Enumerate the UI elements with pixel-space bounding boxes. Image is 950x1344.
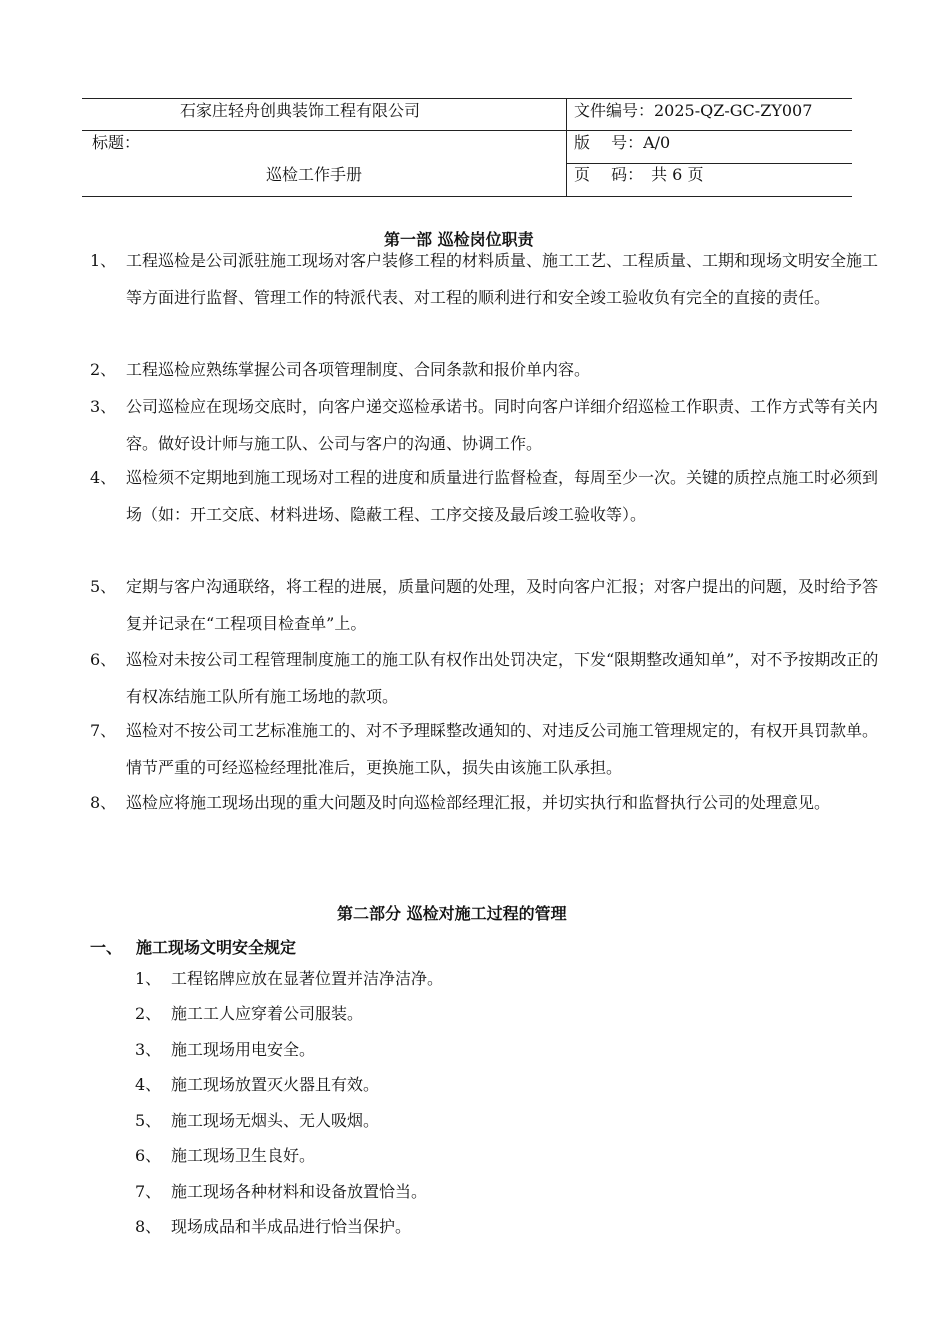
version-field: 版 号：A/0 — [574, 133, 671, 152]
list-item — [135, 1217, 411, 1237]
header-right-rule — [566, 163, 852, 164]
item-number: 7、 — [135, 1182, 162, 1201]
item-number: 2、 — [135, 1004, 162, 1023]
item-text: 工程巡检是公司派驻施工现场对客户装修工程的材料质量、施工工艺、工程质量、工期和现场文明安全施工等方面进行监督、管理工作的特派代表、对工程的顺利进行和安全竣工验收负有完全的直接的责任。 — [126, 251, 879, 307]
header-bottom-rule — [82, 196, 852, 197]
section-number: 一、 — [90, 938, 123, 957]
list-item — [90, 569, 880, 642]
item-text: 巡检对不按公司工艺标准施工的、对不予理睬整改通知的、对违反公司施工管理规定的，有权开具罚款单。情节严重的可经巡检经理批准后，更换施工队，损失由该施工队承担。 — [126, 721, 879, 777]
list-item — [135, 969, 443, 989]
title-label: 标题： — [92, 133, 141, 152]
item-number: 1、 — [90, 251, 117, 270]
page-count: 页 码： 共 6 页 — [574, 165, 704, 184]
item-text: 巡检须不定期地到施工现场对工程的进度和质量进行监督检查，每周至少一次。关键的质控点施工时必须到场（如：开工交底、材料进场、隐蔽工程、工序交接及最后竣工验收等）。 — [126, 468, 879, 524]
header-top-rule — [82, 98, 852, 99]
header-row-rule — [82, 130, 852, 131]
item-text: 施工工人应穿着公司服装。 — [171, 1004, 364, 1023]
item-text: 工程巡检应熟练掌握公司各项管理制度、合同条款和报价单内容。 — [126, 360, 591, 379]
list-item — [135, 1182, 427, 1202]
list-item — [90, 352, 880, 389]
item-text: 施工现场卫生良好。 — [171, 1146, 316, 1165]
item-number: 7、 — [90, 721, 117, 740]
document-number: 文件编号：2025-QZ-GC-ZY007 — [574, 101, 813, 120]
item-text: 施工现场无烟头、无人吸烟。 — [171, 1111, 380, 1130]
item-number: 3、 — [135, 1040, 162, 1059]
item-number: 8、 — [90, 793, 117, 812]
item-number: 6、 — [90, 650, 117, 669]
list-item — [90, 642, 880, 715]
company-name: 石家庄轻舟创典装饰工程有限公司 — [180, 101, 421, 120]
list-item — [90, 243, 880, 316]
section-title: 施工现场文明安全规定 — [136, 938, 297, 957]
list-item — [135, 1040, 315, 1060]
item-number: 4、 — [135, 1075, 162, 1094]
item-text: 巡检对未按公司工程管理制度施工的施工队有权作出处罚决定，下发“限期整改通知单”，对不予按期改正的有权冻结施工队所有施工场地的款项。 — [126, 650, 879, 706]
list-item — [90, 785, 880, 822]
document-title: 巡检工作手册 — [266, 165, 363, 184]
item-text: 施工现场各种材料和设备放置恰当。 — [171, 1182, 428, 1201]
item-text: 工程铭牌应放在显著位置并洁净洁净。 — [171, 969, 444, 988]
list-item — [90, 460, 880, 533]
item-text: 现场成品和半成品进行恰当保护。 — [171, 1217, 412, 1236]
list-item — [90, 713, 880, 786]
list-item — [135, 1004, 363, 1024]
item-number: 4、 — [90, 468, 117, 487]
list-item — [135, 1146, 315, 1166]
list-item — [135, 1111, 379, 1131]
item-text: 公司巡检应在现场交底时，向客户递交巡检承诺书。同时向客户详细介绍巡检工作职责、工作方式等有关内容。做好设计师与施工队、公司与客户的沟通、协调工作。 — [126, 397, 879, 453]
part1-title: 第一部 巡检岗位职责 — [384, 230, 534, 249]
item-number: 3、 — [90, 397, 117, 416]
item-text: 施工现场用电安全。 — [171, 1040, 316, 1059]
item-number: 5、 — [90, 577, 117, 596]
list-item — [135, 1075, 379, 1095]
section-heading — [90, 935, 296, 958]
list-item — [90, 389, 880, 462]
item-number: 5、 — [135, 1111, 162, 1130]
item-text: 施工现场放置灭火器且有效。 — [171, 1075, 380, 1094]
part2-title: 第二部分 巡检对施工过程的管理 — [337, 904, 567, 923]
item-number: 2、 — [90, 360, 117, 379]
item-number: 1、 — [135, 969, 162, 988]
item-text: 定期与客户沟通联络，将工程的进展，质量问题的处理，及时向客户汇报；对客户提出的问题，及时给予答复并记录在“工程项目检查单”上。 — [126, 577, 879, 633]
header-divider — [566, 98, 567, 196]
item-number: 6、 — [135, 1146, 162, 1165]
item-text: 巡检应将施工现场出现的重大问题及时向巡检部经理汇报，并切实执行和监督执行公司的处理意见。 — [126, 793, 831, 812]
item-number: 8、 — [135, 1217, 162, 1236]
